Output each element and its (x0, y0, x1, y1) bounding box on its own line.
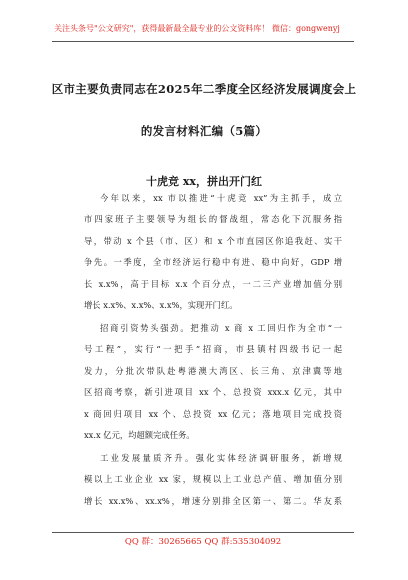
body-line: 增长 xx.x%、xx.x%，增速分别排全区第一、第二。华友系 (84, 496, 342, 506)
header-banner: 关注头条号"公文研究"，获得最新最全最专业的公文资料库！ 微信：gongwenyj (54, 24, 340, 33)
body-line: xx.x 亿元，均超额完成任务。 (84, 430, 195, 440)
body-line: 市四家班子主要领导为组长的督战组，常态化下沉服务指 (84, 214, 342, 224)
body-line: 发力，分批次带队赴粤港澳大湾区、长三角、京津冀等地 (84, 366, 342, 376)
body-line: 区招商考察，新引进项目 xx 个、总投资 xxx.x 亿元，其中 (84, 387, 342, 397)
body-line: 导，带动 x 个县（市、区）和 x 个市直园区你追我赶、实干 (84, 236, 342, 246)
body-line: 工业发展量质齐升。强化实体经济调研服务，新增规 (100, 453, 342, 463)
body-line: 争先。一季度，全市经济运行稳中有进、稳中向好，GDP 增 (84, 257, 342, 267)
body-line: 招商引资势头强劲。把推动 x 商 x 工回归作为全市“一 (100, 323, 342, 333)
header-divider (52, 41, 354, 42)
body-line: 增长 x.x%、x.x%、x.x%，实现开门红。 (84, 300, 238, 310)
footer-divider (52, 532, 354, 533)
section-heading: 十虎竞 xx，拼出开门红 (146, 175, 262, 188)
footer-contact: QQ 群：30265665 QQ 群:535304092 (124, 537, 282, 547)
body-line: x 商回归项目 xx 个、总投资 xx 亿元；落地项目完成投资 (84, 409, 342, 419)
document-title-line-2: 的发言材料汇编（5篇） (140, 124, 268, 138)
body-line: 长 x.x%，高于目标 x.x 个百分点，一二三产业增加值分别 (84, 279, 342, 289)
body-line: 模以上工业企业 xx 家，规模以上工业总产值、增加值分别 (84, 474, 342, 484)
body-line: 号工程”，实行“一把手”招商，市县镇村四级书记一起 (84, 344, 342, 354)
document-title-line-1: 区市主要负责同志在2025年二季度全区经济发展调度会上 (51, 82, 357, 96)
body-line: 今年以来，xx 市以推进“十虎竞 xx”为主抓手，成立 (100, 193, 342, 203)
